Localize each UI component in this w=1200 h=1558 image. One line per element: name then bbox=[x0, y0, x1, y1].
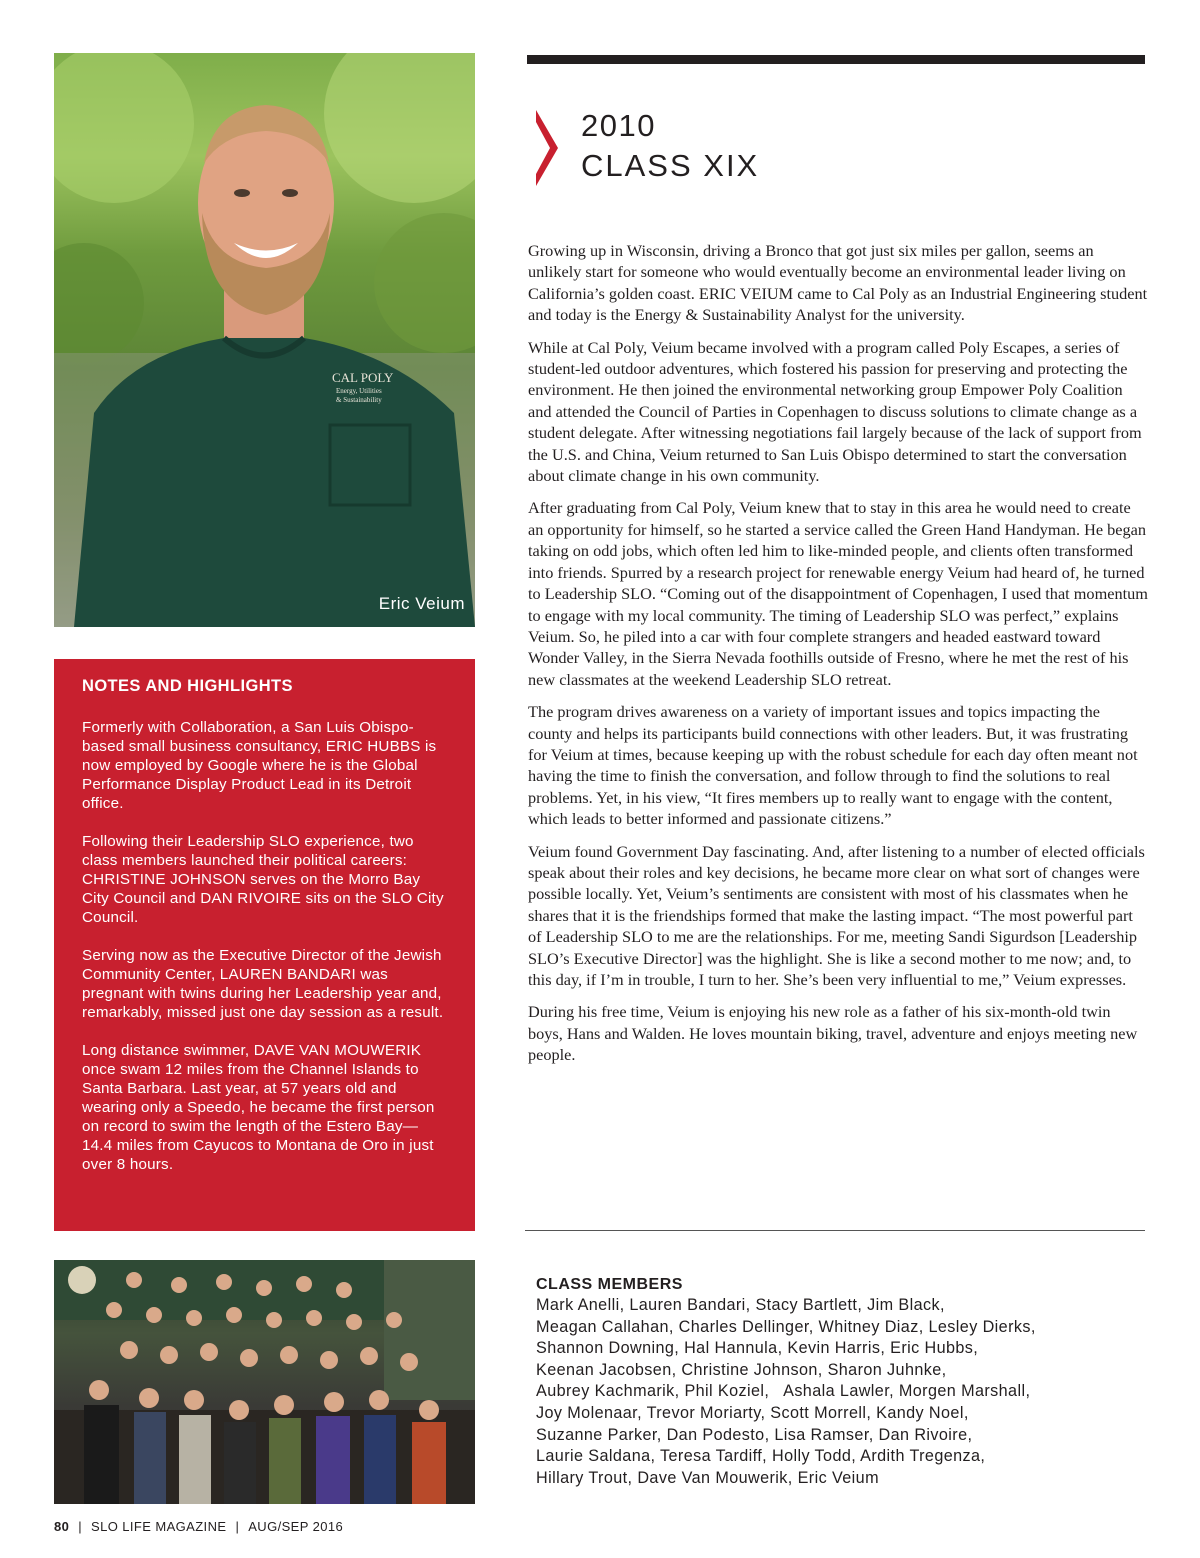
members-line: Aubrey Kachmarik, Phil Koziel, Ashala Lawler, Morgen Marshall, bbox=[536, 1382, 1031, 1401]
notes-heading: NOTES AND HIGHLIGHTS bbox=[82, 677, 293, 695]
article-body bbox=[528, 240, 1148, 1077]
article-paragraph: The program drives awareness on a variety of important issues and topics impacting the county and helps its participants build connections with other leaders. But, it was frustrating for Veium at times, because keeping up with the robust schedule for each day often meant not having the time to finish the conversation, and follow through to find the solutions to real problems. Yet, in his view, “It fires members up to really want to engage with the content, which leads to better informed and passionate citizens.” bbox=[528, 702, 1138, 829]
members-line: Shannon Downing, Hal Hannula, Kevin Harris, Eric Hubbs, bbox=[536, 1339, 979, 1358]
class-members-list bbox=[536, 1295, 1136, 1489]
page-footer bbox=[54, 1519, 343, 1534]
class-year: 2010 bbox=[581, 108, 656, 143]
class-members bbox=[536, 1275, 1136, 1489]
members-line: Laurie Saldana, Teresa Tardiff, Holly Todd, Ardith Tregenza, bbox=[536, 1447, 986, 1466]
class-members-heading: CLASS MEMBERS bbox=[536, 1276, 683, 1293]
footer-separator: | bbox=[78, 1519, 83, 1534]
page-number: 80 bbox=[54, 1519, 70, 1534]
section-divider bbox=[525, 1230, 1145, 1231]
article-paragraph: While at Cal Poly, Veium became involved with a program called Poly Escapes, a series of student-led outdoor adventures, which fostered his passion for preserving and protecting the environment. He then joined the environmental networking group Empower Poly Coalition and attended the Council of Parties in Copenhagen to discuss solutions to climate change as a student delegate. After witnessing negotiations fail largely because of the lack of support from the U.S. and China, Veium returned to San Luis Obispo determined to start the conversation about climate change in his own community. bbox=[528, 337, 1142, 486]
notes-paragraph: Formerly with Collaboration, a San Luis Obispo-based small business consultancy, ERIC HUBBS is now employed by Google where he is the Global Performance Display Product Lead in its Detroit office. bbox=[82, 719, 437, 812]
chevron-right-icon bbox=[536, 110, 558, 186]
top-rule bbox=[527, 55, 1145, 64]
notes-paragraph: Long distance swimmer, DAVE VAN MOUWERIK once swam 12 miles from the Channel Islands to Santa Barbara. Last year, at 57 years old and wearing only a Speedo, he became the first person on record to swim the length of the Estero Bay—14.4 miles from Cayucos to Montana de Oro in just over 8 hours. bbox=[82, 1042, 435, 1173]
article-paragraph: After graduating from Cal Poly, Veium knew that to stay in this area he would need to create an opportunity for himself, so he started a service called the Green Hand Handyman. He began taking on odd jobs, which often led him to like-minded people, and clients often transformed into friends. Spurred by a research project for renewable energy Veium had heard of, he turned to Leadership SLO. “Coming out of the disappointment of Copenhagen, I used that momentum to engage with my local community. The timing of Leadership SLO was perfect,” explains Veium. So, he piled into a car with four complete strangers and headed eastward toward Wonder Valley, in the Sierra Nevada foothills outside of Fresno, where he met the rest of his new classmates at the weekend Leadership SLO retreat. bbox=[528, 498, 1148, 689]
group-illustration bbox=[54, 1260, 475, 1504]
members-line: Suzanne Parker, Dan Podesto, Lisa Ramser, Dan Rivoire, bbox=[536, 1425, 973, 1444]
notes-paragraph: Following their Leadership SLO experience, two class members launched their political careers: CHRISTINE JOHNSON serves on the Morro Bay City Council and DAN RIVOIRE sits on the SLO City Council. bbox=[82, 833, 444, 926]
footer-separator: | bbox=[235, 1519, 240, 1534]
notes-box bbox=[54, 659, 475, 1231]
members-line: Keenan Jacobsen, Christine Johnson, Sharon Juhnke, bbox=[536, 1360, 947, 1379]
members-line: Joy Molenaar, Trevor Moriarty, Scott Morrell, Kandy Noel, bbox=[536, 1403, 969, 1422]
class-title: CLASS XIX bbox=[581, 148, 760, 183]
portrait-illustration bbox=[54, 53, 475, 627]
group-photo bbox=[54, 1260, 475, 1504]
photo-caption: Eric Veium bbox=[378, 594, 465, 613]
members-line: Hillary Trout, Dave Van Mouwerik, Eric Veium bbox=[536, 1468, 879, 1487]
shirt-logo-subtext: Energy, Utilities bbox=[336, 387, 382, 395]
members-line: Meagan Callahan, Charles Dellinger, Whitney Diaz, Lesley Dierks, bbox=[536, 1317, 1036, 1336]
shirt-logo-subtext-2: & Sustainability bbox=[336, 396, 382, 404]
shirt-logo: CAL POLY bbox=[332, 370, 394, 385]
notes-paragraph: Serving now as the Executive Director of the Jewish Community Center, LAUREN BANDARI was pregnant with twins during her Leadership year and, remarkably, missed just one day session as a result. bbox=[82, 947, 444, 1021]
issue-date: AUG/SEP 2016 bbox=[248, 1519, 344, 1534]
portrait-photo bbox=[54, 53, 475, 627]
article-paragraph: Growing up in Wisconsin, driving a Bronco that got just six miles per gallon, seems an unlikely start for someone who would eventually become an environmental leader living on California’s golden coast. ERIC VEIUM came to Cal Poly as an Industrial Engineering student and today is the Energy & Sustainability Analyst for the university. bbox=[528, 241, 1148, 325]
article-paragraph: During his free time, Veium is enjoying his new role as a father of his six-month-old twin boys, Hans and Walden. He loves mountain biking, travel, adventure and enjoys meeting new people. bbox=[528, 1002, 1138, 1065]
article-paragraph: Veium found Government Day fascinating. And, after listening to a number of elected officials speak about their roles and key decisions, he became more clear on what sort of changes were possible locally. Yet, Veium’s sentiments are consistent with most of his classmates when he shares that it is the friendships formed that make the lasting impact. “The most powerful part of Leadership SLO to me are the relationships. For me, meeting Sandi Sigurdson [Leadership SLO’s Executive Director] was the highlight. She is like a second mother to me now; and, to this day, if I’m in trouble, I turn to her. She’s been very influential to me,” Veium expresses. bbox=[528, 841, 1145, 989]
magazine-name: SLO LIFE MAGAZINE bbox=[91, 1519, 227, 1534]
members-line: Mark Anelli, Lauren Bandari, Stacy Bartlett, Jim Black, bbox=[536, 1296, 945, 1314]
